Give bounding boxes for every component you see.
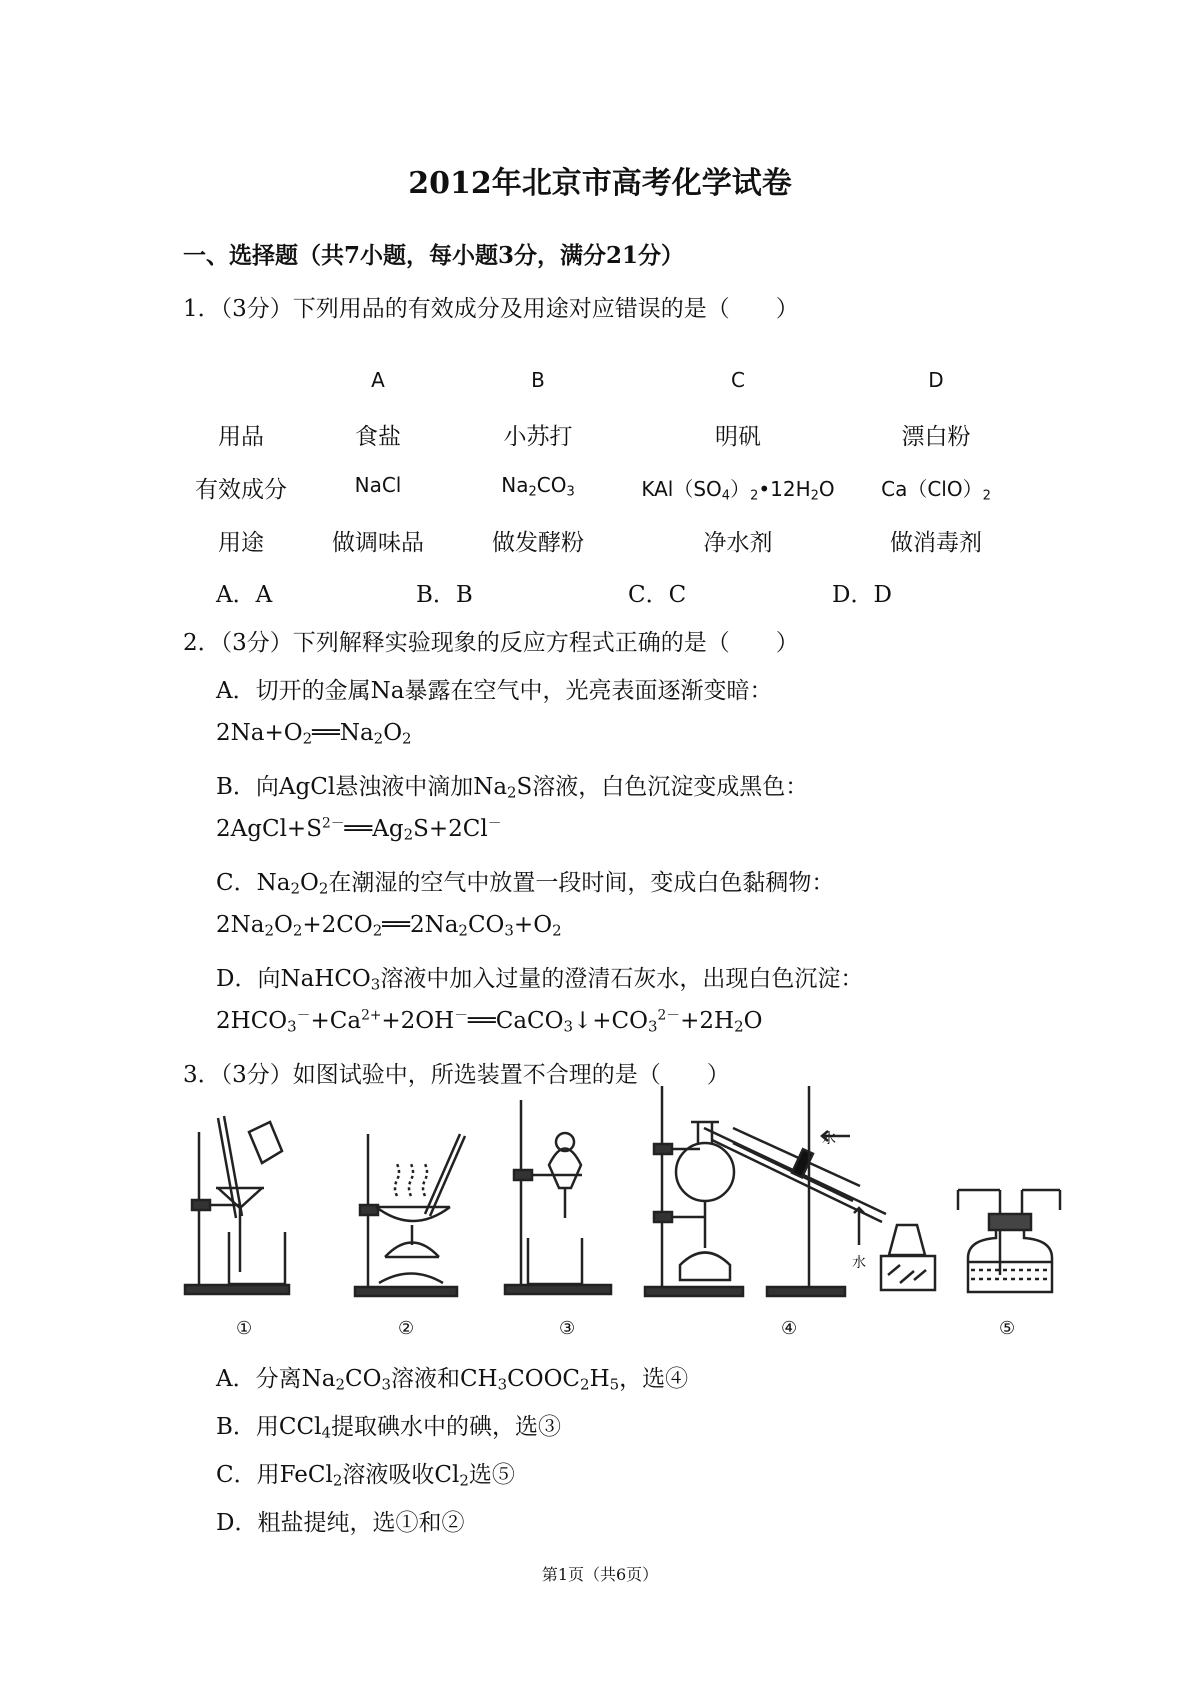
q1-formula-a: NaCl: [354, 473, 402, 497]
figure-label-3: ③: [559, 1318, 576, 1339]
q1-stem: 1．（3分）下列用品的有效成分及用途对应错误的是（ ）: [183, 296, 799, 322]
q1-item-d: 漂白粉: [901, 424, 971, 450]
q1-col-letter-d: D: [928, 368, 944, 392]
page-title: 2012年北京市高考化学试卷: [408, 166, 792, 201]
q1-formula-b: $Na_2CO_3$: [501, 473, 575, 500]
section-heading: 一、选择题（共7小题，每小题3分，满分21分）: [183, 242, 685, 269]
q1-row-label-component: 有效成分: [195, 477, 287, 503]
q1-use-d: 做消毒剂: [890, 530, 982, 556]
page-footer: 第1页（共6页）: [541, 1565, 659, 1584]
q1-item-c: 明矾: [715, 424, 761, 450]
q3-option-d: D．粗盐提纯，选①和②: [216, 1510, 465, 1536]
figure-label-1: ①: [236, 1318, 253, 1339]
q1-option-b: B．B: [416, 582, 473, 608]
q1-use-a: 做调味品: [332, 530, 424, 556]
q2-stem: 2．（3分）下列解释实验现象的反应方程式正确的是（ ）: [183, 630, 799, 656]
q2-option-a: A．切开的金属Na暴露在空气中，光亮表面逐渐变暗：: [216, 678, 773, 704]
q1-row-label-item: 用品: [218, 424, 264, 450]
q1-item-b: 小苏打: [503, 424, 573, 450]
q1-item-a: 食盐: [355, 424, 401, 450]
apparatus-3-separatory-funnel: [505, 1100, 611, 1294]
q3-option-a: A．分离$Na_2CO_3$溶液和$CH_3COOC_2H_5$，选④: [216, 1366, 689, 1394]
q2-equation-c: $2Na_2O_2+2CO_2══2Na_2CO_3+O_2$: [216, 912, 562, 940]
figure-label-4: ④: [781, 1318, 798, 1339]
q3-option-c: C．用FeCl$_2$溶液吸收$Cl_2$选⑤: [216, 1462, 515, 1490]
q1-row-label-use: 用途: [218, 530, 264, 556]
apparatus-4-distillation: [645, 1086, 935, 1296]
q2-equation-a: $2Na+O_2══Na_2O_2$: [216, 720, 412, 748]
q1-option-d: D．D: [832, 582, 892, 608]
water-out-label: 水: [822, 1131, 836, 1147]
q2-equation-b: $2AgCl+S^{2-}══Ag_2S+2Cl^-$: [216, 815, 502, 844]
q3-option-b: B．用CCl$_4$提取碘水中的碘，选③: [216, 1414, 561, 1442]
apparatus-2-evaporation: [355, 1134, 465, 1296]
q1-col-letter-b: B: [531, 368, 545, 392]
q1-use-c: 净水剂: [703, 530, 773, 556]
apparatus-5-gas-bottle: [958, 1190, 1060, 1292]
q2-option-d: D．向NaHCO$_3$溶液中加入过量的澄清石灰水，出现白色沉淀：: [216, 966, 864, 994]
q1-use-b: 做发酵粉: [492, 530, 584, 556]
q2-option-b: B．向AgCl悬浊液中滴加$Na_2S$溶液，白色沉淀变成黑色：: [216, 774, 809, 802]
q2-option-c: C．$Na_2O_2$在潮湿的空气中放置一段时间，变成白色黏稠物：: [216, 870, 835, 898]
figure-label-2: ②: [398, 1318, 415, 1339]
water-in-label: 水: [852, 1255, 866, 1271]
q1-option-c: C．C: [628, 582, 687, 608]
q1-formula-d: $Ca(ClO)_2$: [881, 477, 991, 504]
q1-option-a: A．A: [216, 582, 273, 608]
q1-col-letter-a: A: [371, 368, 385, 392]
q1-formula-c: $KAl(SO_4)_2•12H_2O$: [641, 477, 835, 504]
figure-label-5: ⑤: [999, 1318, 1016, 1339]
q3-stem: 3．（3分）如图试验中，所选装置不合理的是（ ）: [183, 1062, 730, 1088]
q2-equation-d: $2HCO_3^-+Ca^{2+}+2OH^-══CaCO_3↓+CO_3^{2-}+2H_2O$: [216, 1007, 763, 1036]
apparatus-1-filtration: [185, 1116, 289, 1294]
q1-col-letter-c: C: [731, 368, 745, 392]
